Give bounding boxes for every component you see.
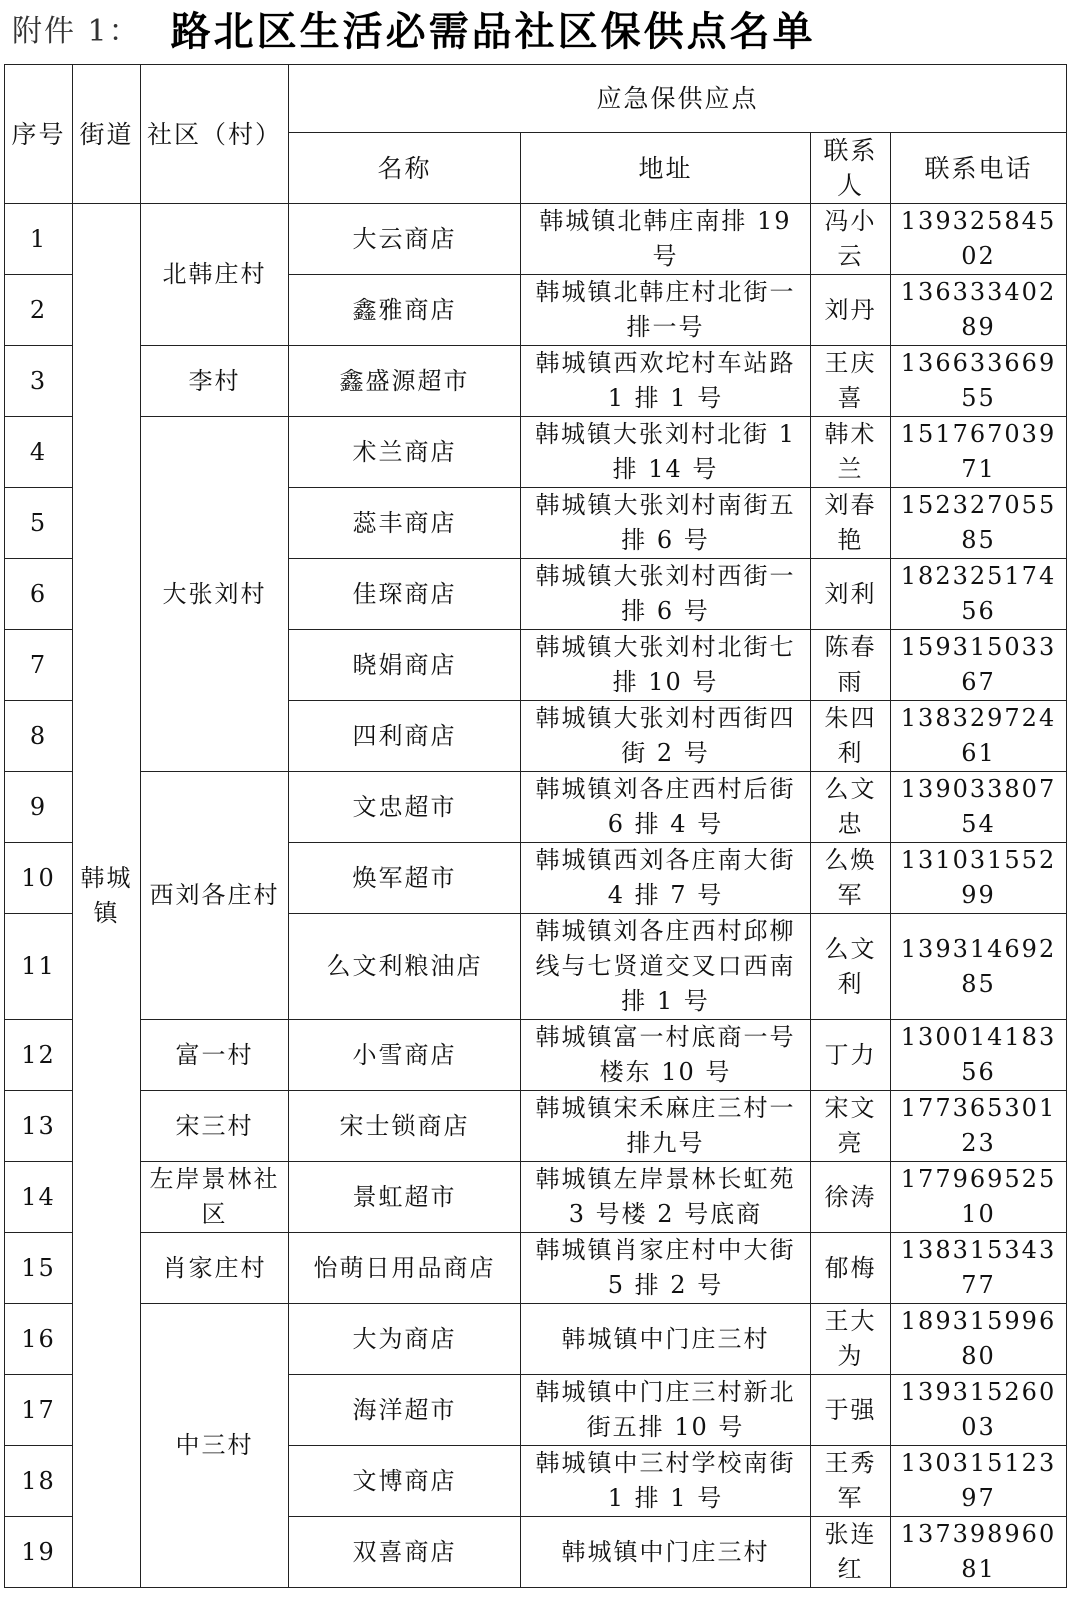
- store-address: 韩城镇中门庄三村: [521, 1517, 811, 1588]
- store-name: 大为商店: [289, 1304, 521, 1375]
- contact-phone: 13633340289: [891, 275, 1067, 346]
- store-name: 海洋超市: [289, 1375, 521, 1446]
- store-name: 景虹超市: [289, 1162, 521, 1233]
- table-row: [5, 346, 1067, 417]
- row-index: 13: [5, 1091, 73, 1162]
- contact-person: 张连红: [811, 1517, 891, 1588]
- table-row: [5, 1233, 1067, 1304]
- store-address: 韩城镇中三村学校南街 1 排 1 号: [521, 1446, 811, 1517]
- contact-person: 么文忠: [811, 772, 891, 843]
- store-address: 韩城镇富一村底商一号楼东 10 号: [521, 1020, 811, 1091]
- table-row: [5, 204, 1067, 275]
- store-name: 佳琛商店: [289, 559, 521, 630]
- header-index: 序号: [5, 65, 73, 204]
- community-cell: 大张刘村: [141, 417, 289, 772]
- store-address: 韩城镇大张刘村西街一排 6 号: [521, 559, 811, 630]
- header-community: 社区（村）: [141, 65, 289, 204]
- table-row: [5, 1162, 1067, 1233]
- row-index: 17: [5, 1375, 73, 1446]
- store-name: 焕军超市: [289, 843, 521, 914]
- contact-phone: 13739896081: [891, 1517, 1067, 1588]
- row-index: 18: [5, 1446, 73, 1517]
- header-address: 地址: [521, 133, 811, 204]
- contact-person: 刘丹: [811, 275, 891, 346]
- contact-person: 刘春艳: [811, 488, 891, 559]
- row-index: 12: [5, 1020, 73, 1091]
- header-name: 名称: [289, 133, 521, 204]
- store-address: 韩城镇刘各庄西村邱柳线与七贤道交叉口西南排 1 号: [521, 914, 811, 1020]
- store-name: 双喜商店: [289, 1517, 521, 1588]
- store-name: 术兰商店: [289, 417, 521, 488]
- contact-phone: 17736530123: [891, 1091, 1067, 1162]
- contact-phone: 13832972461: [891, 701, 1067, 772]
- row-index: 6: [5, 559, 73, 630]
- table-row: [5, 1020, 1067, 1091]
- table-header-row: [5, 65, 1067, 133]
- community-cell: 中三村: [141, 1304, 289, 1588]
- store-address: 韩城镇刘各庄西村后街 6 排 4 号: [521, 772, 811, 843]
- contact-person: 么文利: [811, 914, 891, 1020]
- store-address: 韩城镇左岸景林长虹苑 3 号楼 2 号底商: [521, 1162, 811, 1233]
- contact-phone: 13903380754: [891, 772, 1067, 843]
- row-index: 2: [5, 275, 73, 346]
- store-address: 韩城镇大张刘村南街五排 6 号: [521, 488, 811, 559]
- store-name: 大云商店: [289, 204, 521, 275]
- store-address: 韩城镇大张刘村北街 1 排 14 号: [521, 417, 811, 488]
- row-index: 19: [5, 1517, 73, 1588]
- store-name: 宋士锁商店: [289, 1091, 521, 1162]
- contact-phone: 13931526003: [891, 1375, 1067, 1446]
- contact-person: 朱四利: [811, 701, 891, 772]
- attachment-label: 附件 1：: [12, 14, 141, 49]
- contact-person: 徐涛: [811, 1162, 891, 1233]
- community-cell: 北韩庄村: [141, 204, 289, 346]
- store-address: 韩城镇大张刘村西街四街 2 号: [521, 701, 811, 772]
- community-cell: 宋三村: [141, 1091, 289, 1162]
- contact-person: 郁梅: [811, 1233, 891, 1304]
- contact-person: 刘利: [811, 559, 891, 630]
- table-body: [5, 204, 1067, 1588]
- contact-person: 宋文亮: [811, 1091, 891, 1162]
- supply-point-table: [4, 64, 1067, 1588]
- community-cell: 西刘各庄村: [141, 772, 289, 1020]
- community-cell: 左岸景林社区: [141, 1162, 289, 1233]
- contact-phone: 18232517456: [891, 559, 1067, 630]
- header-contact: 联系人: [811, 133, 891, 204]
- contact-phone: 13031512397: [891, 1446, 1067, 1517]
- row-index: 7: [5, 630, 73, 701]
- street-cell: 韩城镇: [73, 204, 141, 1588]
- header-supply-point-group: 应急保供应点: [289, 65, 1067, 133]
- store-address: 韩城镇大张刘村北街七排 10 号: [521, 630, 811, 701]
- contact-phone: 17796952510: [891, 1162, 1067, 1233]
- store-address: 韩城镇西刘各庄南大街 4 排 7 号: [521, 843, 811, 914]
- contact-person: 王秀军: [811, 1446, 891, 1517]
- row-index: 14: [5, 1162, 73, 1233]
- contact-phone: 13103155299: [891, 843, 1067, 914]
- row-index: 9: [5, 772, 73, 843]
- contact-person: 冯小云: [811, 204, 891, 275]
- table-row: [5, 772, 1067, 843]
- contact-phone: 13001418356: [891, 1020, 1067, 1091]
- row-index: 3: [5, 346, 73, 417]
- store-name: 怡萌日用品商店: [289, 1233, 521, 1304]
- table-row: [5, 1304, 1067, 1375]
- contact-phone: 15931503367: [891, 630, 1067, 701]
- contact-phone: 13831534377: [891, 1233, 1067, 1304]
- store-name: 蕊丰商店: [289, 488, 521, 559]
- contact-phone: 13663366955: [891, 346, 1067, 417]
- store-name: 文博商店: [289, 1446, 521, 1517]
- store-name: 四利商店: [289, 701, 521, 772]
- contact-person: 么焕军: [811, 843, 891, 914]
- table-row: [5, 1091, 1067, 1162]
- store-address: 韩城镇宋禾麻庄三村一排九号: [521, 1091, 811, 1162]
- row-index: 10: [5, 843, 73, 914]
- contact-person: 陈春雨: [811, 630, 891, 701]
- row-index: 11: [5, 914, 73, 1020]
- store-address: 韩城镇中门庄三村新北街五排 10 号: [521, 1375, 811, 1446]
- row-index: 4: [5, 417, 73, 488]
- contact-person: 丁力: [811, 1020, 891, 1091]
- contact-person: 韩术兰: [811, 417, 891, 488]
- row-index: 8: [5, 701, 73, 772]
- contact-phone: 18931599680: [891, 1304, 1067, 1375]
- row-index: 15: [5, 1233, 73, 1304]
- store-address: 韩城镇北韩庄村北街一排一号: [521, 275, 811, 346]
- store-address: 韩城镇肖家庄村中大街 5 排 2 号: [521, 1233, 811, 1304]
- contact-phone: 15176703971: [891, 417, 1067, 488]
- store-name: 么文利粮油店: [289, 914, 521, 1020]
- store-address: 韩城镇中门庄三村: [521, 1304, 811, 1375]
- store-address: 韩城镇北韩庄南排 19 号: [521, 204, 811, 275]
- store-name: 鑫雅商店: [289, 275, 521, 346]
- community-cell: 富一村: [141, 1020, 289, 1091]
- row-index: 16: [5, 1304, 73, 1375]
- store-address: 韩城镇西欢坨村车站路 1 排 1 号: [521, 346, 811, 417]
- store-name: 文忠超市: [289, 772, 521, 843]
- community-cell: 肖家庄村: [141, 1233, 289, 1304]
- contact-person: 于强: [811, 1375, 891, 1446]
- table-row: [5, 417, 1067, 488]
- community-cell: 李村: [141, 346, 289, 417]
- store-name: 鑫盛源超市: [289, 346, 521, 417]
- contact-phone: 13932584502: [891, 204, 1067, 275]
- contact-person: 王庆喜: [811, 346, 891, 417]
- contact-phone: 15232705585: [891, 488, 1067, 559]
- header-phone: 联系电话: [891, 133, 1067, 204]
- row-index: 1: [5, 204, 73, 275]
- row-index: 5: [5, 488, 73, 559]
- store-name: 晓娟商店: [289, 630, 521, 701]
- contact-person: 王大为: [811, 1304, 891, 1375]
- contact-phone: 13931469285: [891, 914, 1067, 1020]
- header-street: 街道: [73, 65, 141, 204]
- document-header: [12, 0, 816, 56]
- document-title: 路北区生活必需品社区保供点名单: [170, 8, 816, 55]
- store-name: 小雪商店: [289, 1020, 521, 1091]
